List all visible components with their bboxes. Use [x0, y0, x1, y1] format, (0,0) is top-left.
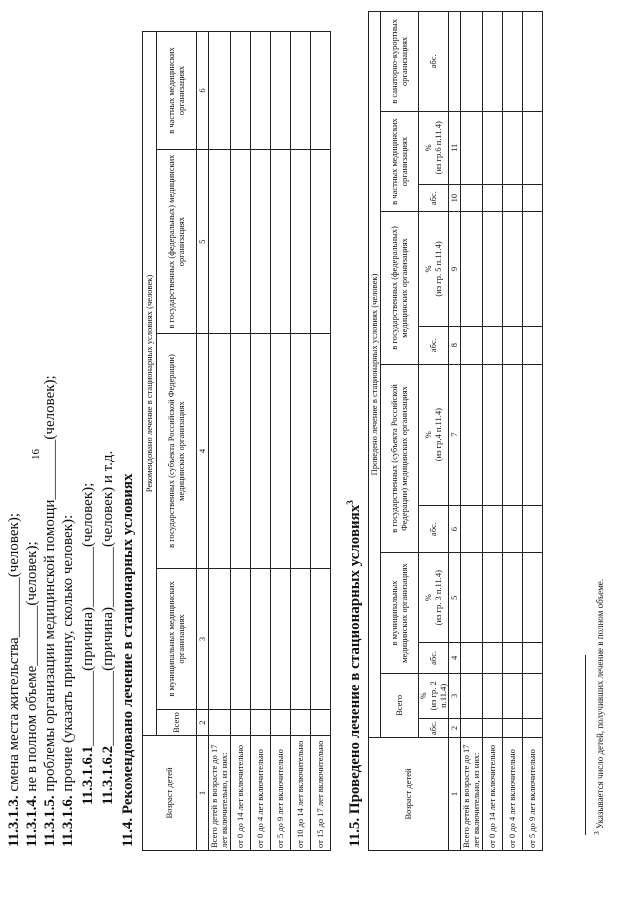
row-label: от 0 до 4 лет включительно	[503, 738, 523, 851]
pct-header: % (из гр. 3 п.11.4)	[419, 553, 449, 643]
col-header: Всего	[381, 673, 419, 737]
col-number: 4	[449, 643, 461, 674]
group-header: Рекомендовано лечение в стационарных условиях (человек)	[143, 32, 157, 736]
col-number: 4	[197, 334, 209, 569]
col-age-header: Возраст детей	[369, 738, 449, 851]
pct-header: % (из гр. 2 п.11.4)	[419, 673, 449, 718]
col-number: 5	[449, 553, 461, 643]
table-row	[271, 32, 291, 851]
col-number: 8	[449, 326, 461, 364]
row-label: Всего детей в возрасте до 17 лет включительно, из них:	[461, 738, 483, 851]
col-header: в санаторно-курортных организациях	[381, 12, 419, 112]
footnote: $^3$ Указывается число детей, получивших лечение в полном объеме.	[592, 578, 605, 835]
col-number: 10	[449, 184, 461, 211]
item-line: 11.3.1.5. проблемы организации медицинской помощи________(человек);	[42, 375, 58, 847]
col-header: в государственных (федеральных) медицинских организациях	[157, 149, 197, 333]
table-row	[251, 32, 271, 851]
abs-header: абс.	[419, 326, 449, 364]
abs-header: абс.	[419, 184, 449, 211]
table-row	[461, 12, 483, 851]
col-header: в государственных (субъекта Российской Федерации) медицинских организациях	[157, 334, 197, 569]
item-line: 11.3.1.4. не в полном объеме________(человек);	[24, 541, 40, 847]
row-label: от 0 до 14 лет включительно	[231, 736, 251, 851]
row-label: от 10 до 14 лет включительно	[291, 736, 311, 851]
row-label: Всего детей в возрасте до 17 лет включительно, из них:	[209, 736, 231, 851]
col-number: 9	[449, 212, 461, 326]
row-label: от 5 до 9 лет включительно	[523, 738, 543, 851]
pct-header: % (из гр. 5 п.11.4)	[419, 212, 449, 326]
section-114-title: 11.4. Рекомендовано лечение в стационарных условиях	[120, 473, 136, 847]
table-row	[311, 32, 331, 851]
col-number: 7	[449, 364, 461, 505]
col-header: в государственных (федеральных) медицинских организациях	[381, 212, 419, 364]
table-row	[291, 32, 311, 851]
abs-header: абс.	[419, 719, 449, 738]
col-number: 3	[197, 568, 209, 709]
col-age-header: Возраст детей	[143, 736, 197, 851]
table-row	[209, 32, 231, 851]
col-header: в частных медицинских организациях	[157, 32, 197, 150]
item-line: 11.3.1.6. прочие (указать причину, сколько человек):	[60, 514, 76, 847]
item-line: 11.3.1.3. смена места жительства________(человек);	[6, 513, 22, 847]
col-number: 6	[449, 505, 461, 553]
row-label: от 5 до 9 лет включительно	[271, 736, 291, 851]
table-row	[483, 12, 503, 851]
sub-item-line: 11.3.1.6.2__________(причина)________(человек) и т.д.	[100, 450, 116, 805]
row-label: от 0 до 14 лет включительно	[483, 738, 503, 851]
abs-header: абс.	[419, 505, 449, 553]
abs-header: абс.	[419, 643, 449, 674]
col-number: 3	[449, 673, 461, 718]
row-label: от 0 до 4 лет включительно	[251, 736, 271, 851]
page-number: 16	[30, 449, 42, 460]
abs-header: абс.	[419, 12, 449, 112]
col-number: 6	[197, 32, 209, 150]
col-number: 2	[197, 710, 209, 736]
pct-header: % (из гр.4 п.11.4)	[419, 364, 449, 505]
col-header: в муниципальных медицинских организациях	[157, 568, 197, 709]
row-label: от 15 до 17 лет включительно	[311, 736, 331, 851]
col-header: Всего	[157, 710, 197, 736]
col-header: в государственных (субъекта Российской Федерации) медицинских организациях	[381, 364, 419, 553]
group-header: Проведено лечение в стационарных условиях (человек)	[369, 12, 381, 738]
table-row	[503, 12, 523, 851]
table-row	[231, 32, 251, 851]
table-row	[523, 12, 543, 851]
col-header: в частных медицинских организациях	[381, 111, 419, 212]
col-number: 2	[449, 719, 461, 738]
col-number: 5	[197, 149, 209, 333]
table-115	[368, 11, 543, 851]
col-number: 11	[449, 111, 461, 184]
col-header: в муниципальных медицинских организациях	[381, 553, 419, 673]
sub-item-line: 11.3.1.6.1__________(причина)________(человек);	[80, 482, 96, 805]
section-115-title: 11.5. Проведено лечение в стационарных условиях$^3$	[345, 500, 363, 847]
footnote-rule	[585, 655, 586, 835]
table-114	[142, 31, 331, 851]
col-number: 1	[449, 738, 461, 851]
col-number: 1	[197, 736, 209, 851]
pct-header: % (из гр.6 п.11.4)	[419, 111, 449, 184]
